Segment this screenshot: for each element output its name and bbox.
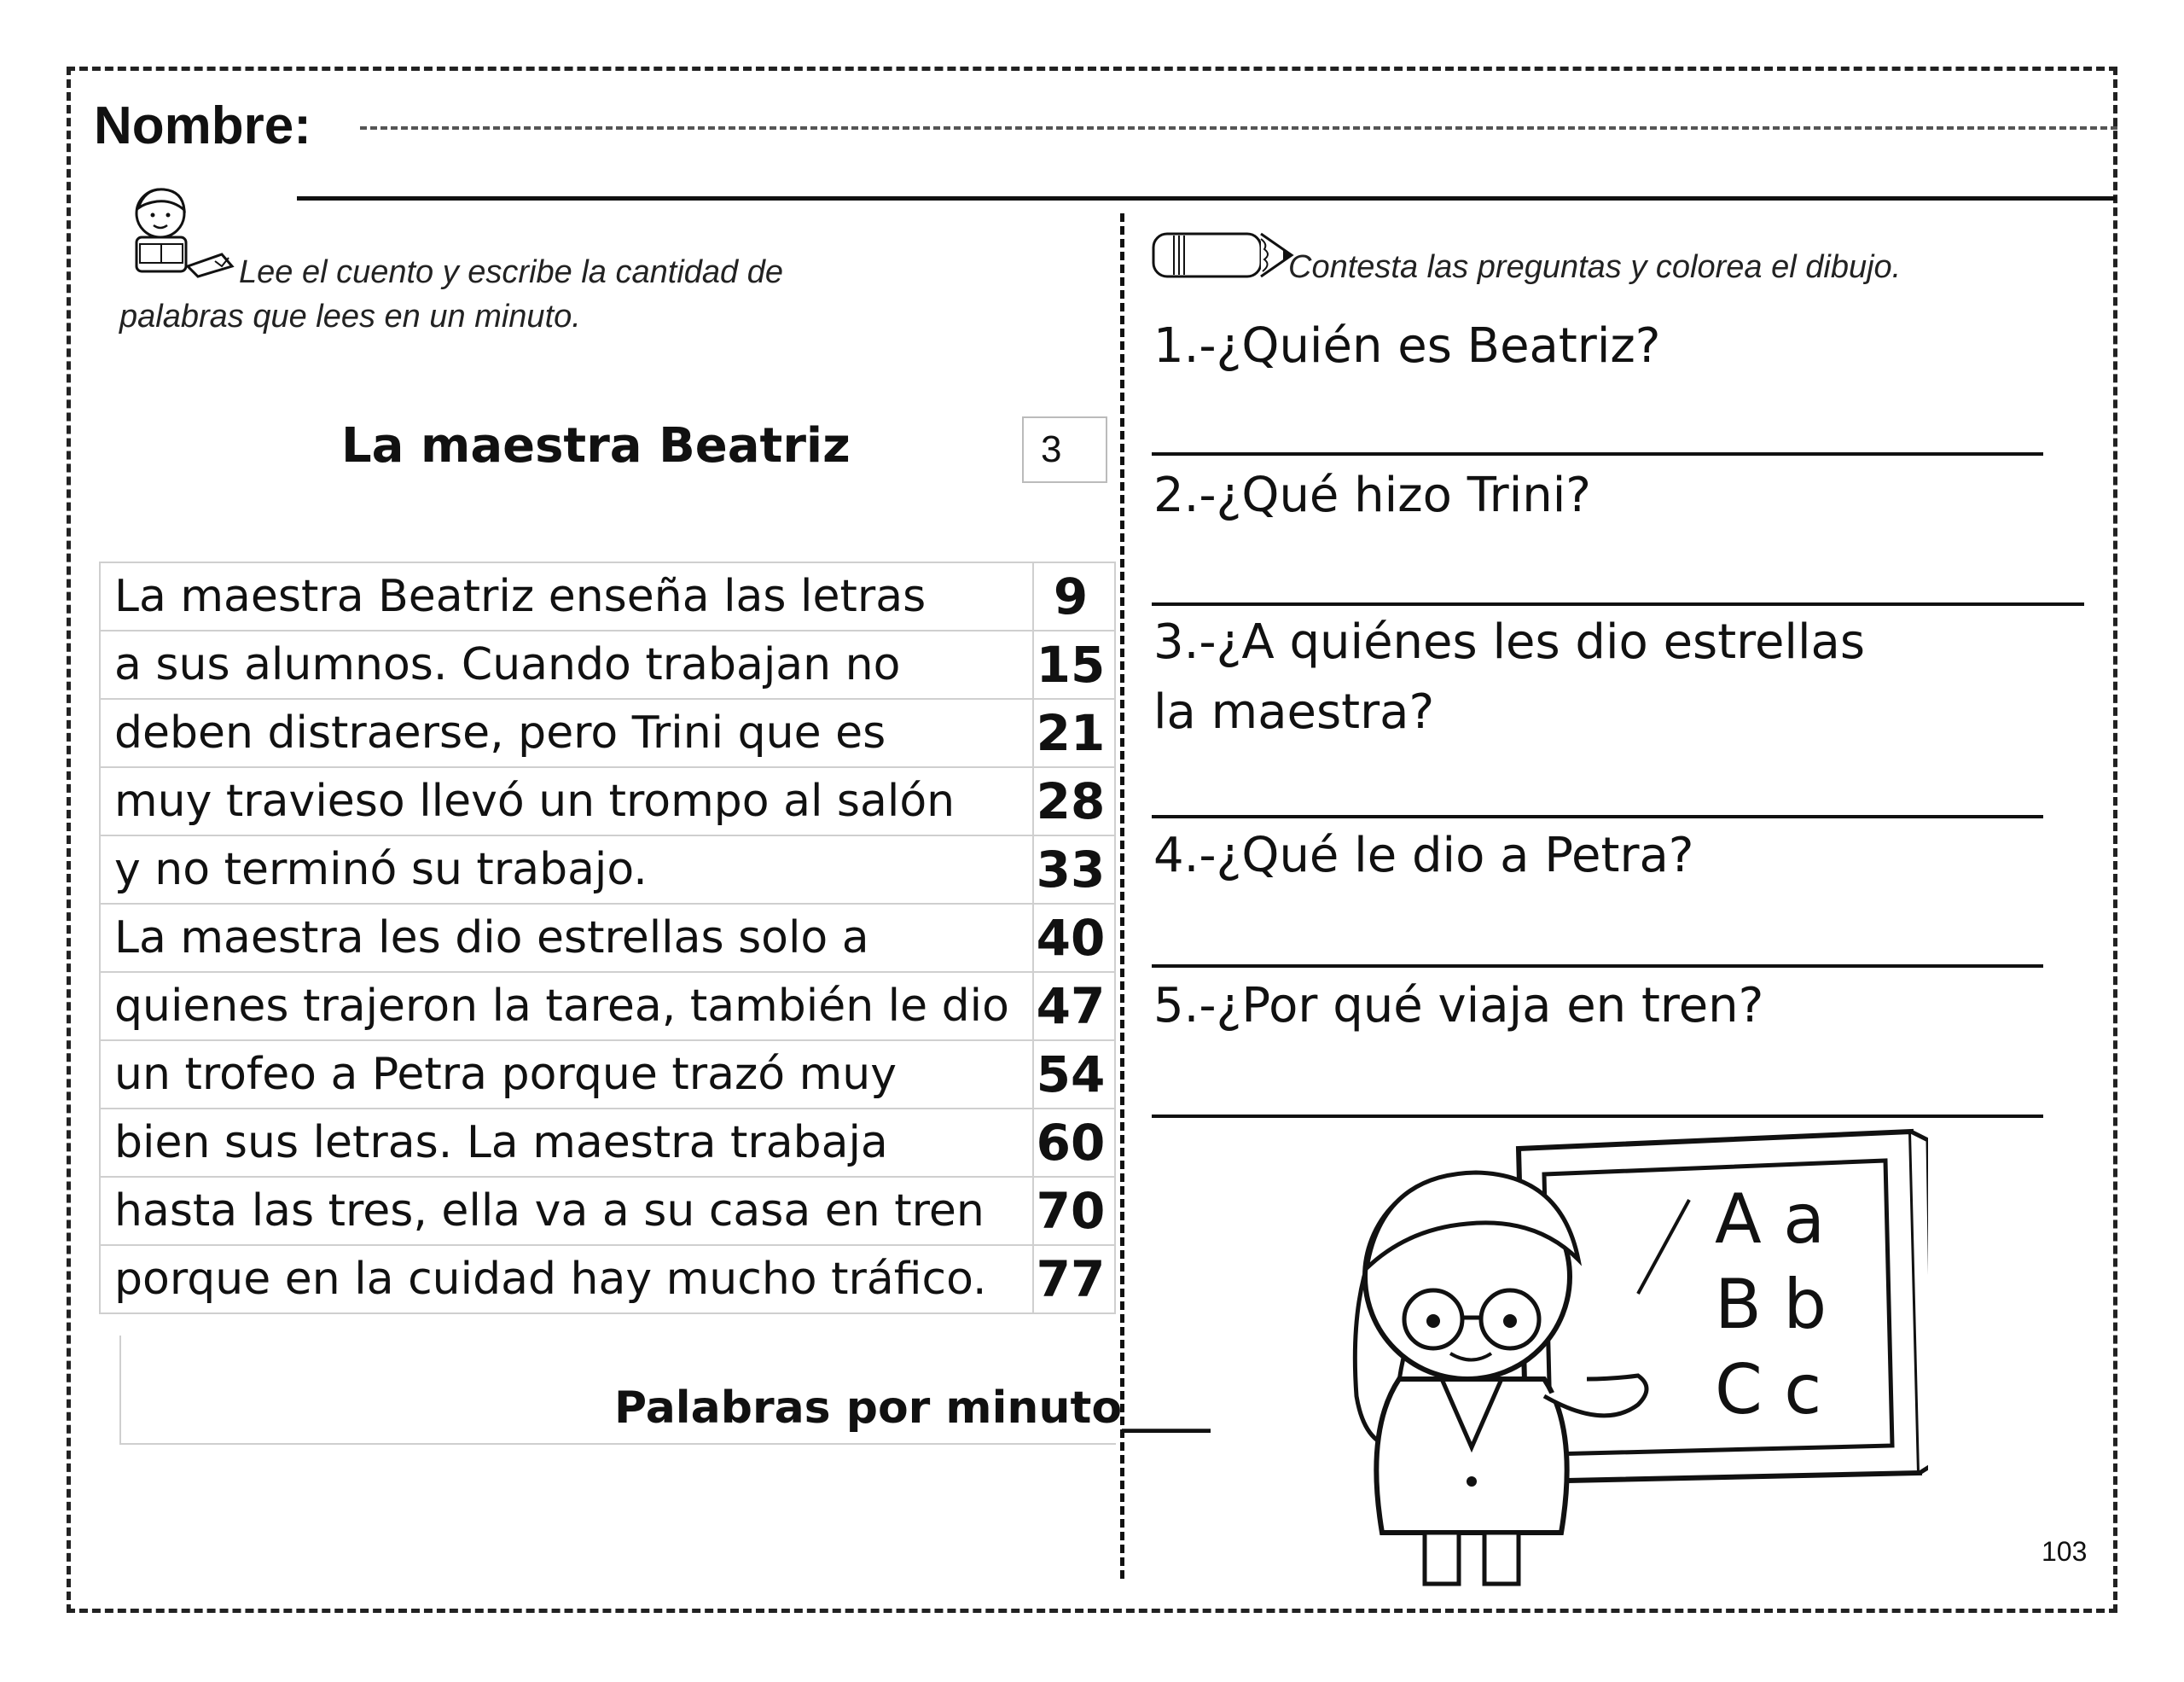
story-line-text: porque en la cuidad hay mucho tráfico. xyxy=(100,1245,1033,1313)
right-instruction: Contesta las preguntas y colorea el dibujo. xyxy=(1288,249,1902,285)
story-line-text: quienes trajeron la tarea, también le dio xyxy=(100,972,1033,1040)
reading-child-icon xyxy=(119,181,239,283)
story-row xyxy=(100,904,1115,972)
story-row xyxy=(100,1109,1115,1177)
left-instruction-line1: Lee el cuento y escribe la cantidad de xyxy=(239,254,783,290)
story-line-text: y no terminó su trabajo. xyxy=(100,835,1033,904)
story-row xyxy=(100,562,1115,631)
name-label: Nombre: xyxy=(94,96,311,155)
question-2: 2.-¿Qué hizo Trini? xyxy=(1153,468,1592,523)
story-line-word-count: 33 xyxy=(1033,835,1115,904)
story-line-word-count: 9 xyxy=(1033,562,1115,631)
story-row xyxy=(100,767,1115,835)
board-letters-a: A a xyxy=(1715,1179,1826,1259)
story-line-word-count: 77 xyxy=(1033,1245,1115,1313)
column-divider xyxy=(1120,213,1124,1579)
name-dashed-line xyxy=(360,126,2117,130)
story-table xyxy=(99,562,1116,1314)
story-row xyxy=(100,631,1115,699)
answer-line-5[interactable] xyxy=(1152,1115,2043,1118)
story-line-word-count: 40 xyxy=(1033,904,1115,972)
answer-line-4[interactable] xyxy=(1152,964,2043,968)
story-row xyxy=(100,1040,1115,1109)
level-box: 3 xyxy=(1022,416,1107,483)
question-3: 3.-¿A quiénes les dio estrellas la maestra? xyxy=(1153,614,1866,740)
story-line-word-count: 54 xyxy=(1033,1040,1115,1109)
story-row xyxy=(100,1245,1115,1313)
question-5: 5.-¿Por qué viaja en tren? xyxy=(1153,978,1764,1033)
answer-line-1[interactable] xyxy=(1152,452,2043,456)
story-row xyxy=(100,1177,1115,1245)
story-row xyxy=(100,972,1115,1040)
story-line-word-count: 47 xyxy=(1033,972,1115,1040)
story-line-word-count: 70 xyxy=(1033,1177,1115,1245)
page-number: 103 xyxy=(2042,1536,2088,1567)
name-underline xyxy=(297,196,2116,201)
teacher-illustration xyxy=(1331,1123,1928,1601)
question-1: 1.-¿Quién es Beatriz? xyxy=(1153,318,1661,374)
chalkboard xyxy=(1519,1132,1928,1481)
story-line-text: hasta las tres, ella va a su casa en tren xyxy=(100,1177,1033,1245)
board-letters-b: B b xyxy=(1715,1265,1827,1344)
board-letters-c: C c xyxy=(1715,1350,1822,1429)
story-row xyxy=(100,699,1115,767)
answer-line-2[interactable] xyxy=(1152,602,2084,606)
words-per-minute-label: Palabras por minuto____ xyxy=(614,1382,1211,1434)
story-title: La maestra Beatriz xyxy=(341,418,851,474)
question-4: 4.-¿Qué le dio a Petra? xyxy=(1153,828,1694,883)
story-line-text: La maestra Beatriz enseña las letras xyxy=(100,562,1033,631)
story-line-text: un trofeo a Petra porque trazó muy xyxy=(100,1040,1033,1109)
answer-line-3[interactable] xyxy=(1152,815,2043,818)
story-row xyxy=(100,835,1115,904)
story-line-text: La maestra les dio estrellas solo a xyxy=(100,904,1033,972)
left-instruction-line2: palabras que lees en un minuto. xyxy=(119,299,581,335)
story-line-text: muy travieso llevó un trompo al salón xyxy=(100,767,1033,835)
story-line-word-count: 60 xyxy=(1033,1109,1115,1177)
story-line-text: bien sus letras. La maestra trabaja xyxy=(100,1109,1033,1177)
story-line-text: a sus alumnos. Cuando trabajan no xyxy=(100,631,1033,699)
story-line-word-count: 21 xyxy=(1033,699,1115,767)
story-line-word-count: 28 xyxy=(1033,767,1115,835)
story-line-word-count: 15 xyxy=(1033,631,1115,699)
story-line-text: deben distraerse, pero Trini que es xyxy=(100,699,1033,767)
pencil-icon xyxy=(1150,229,1295,282)
